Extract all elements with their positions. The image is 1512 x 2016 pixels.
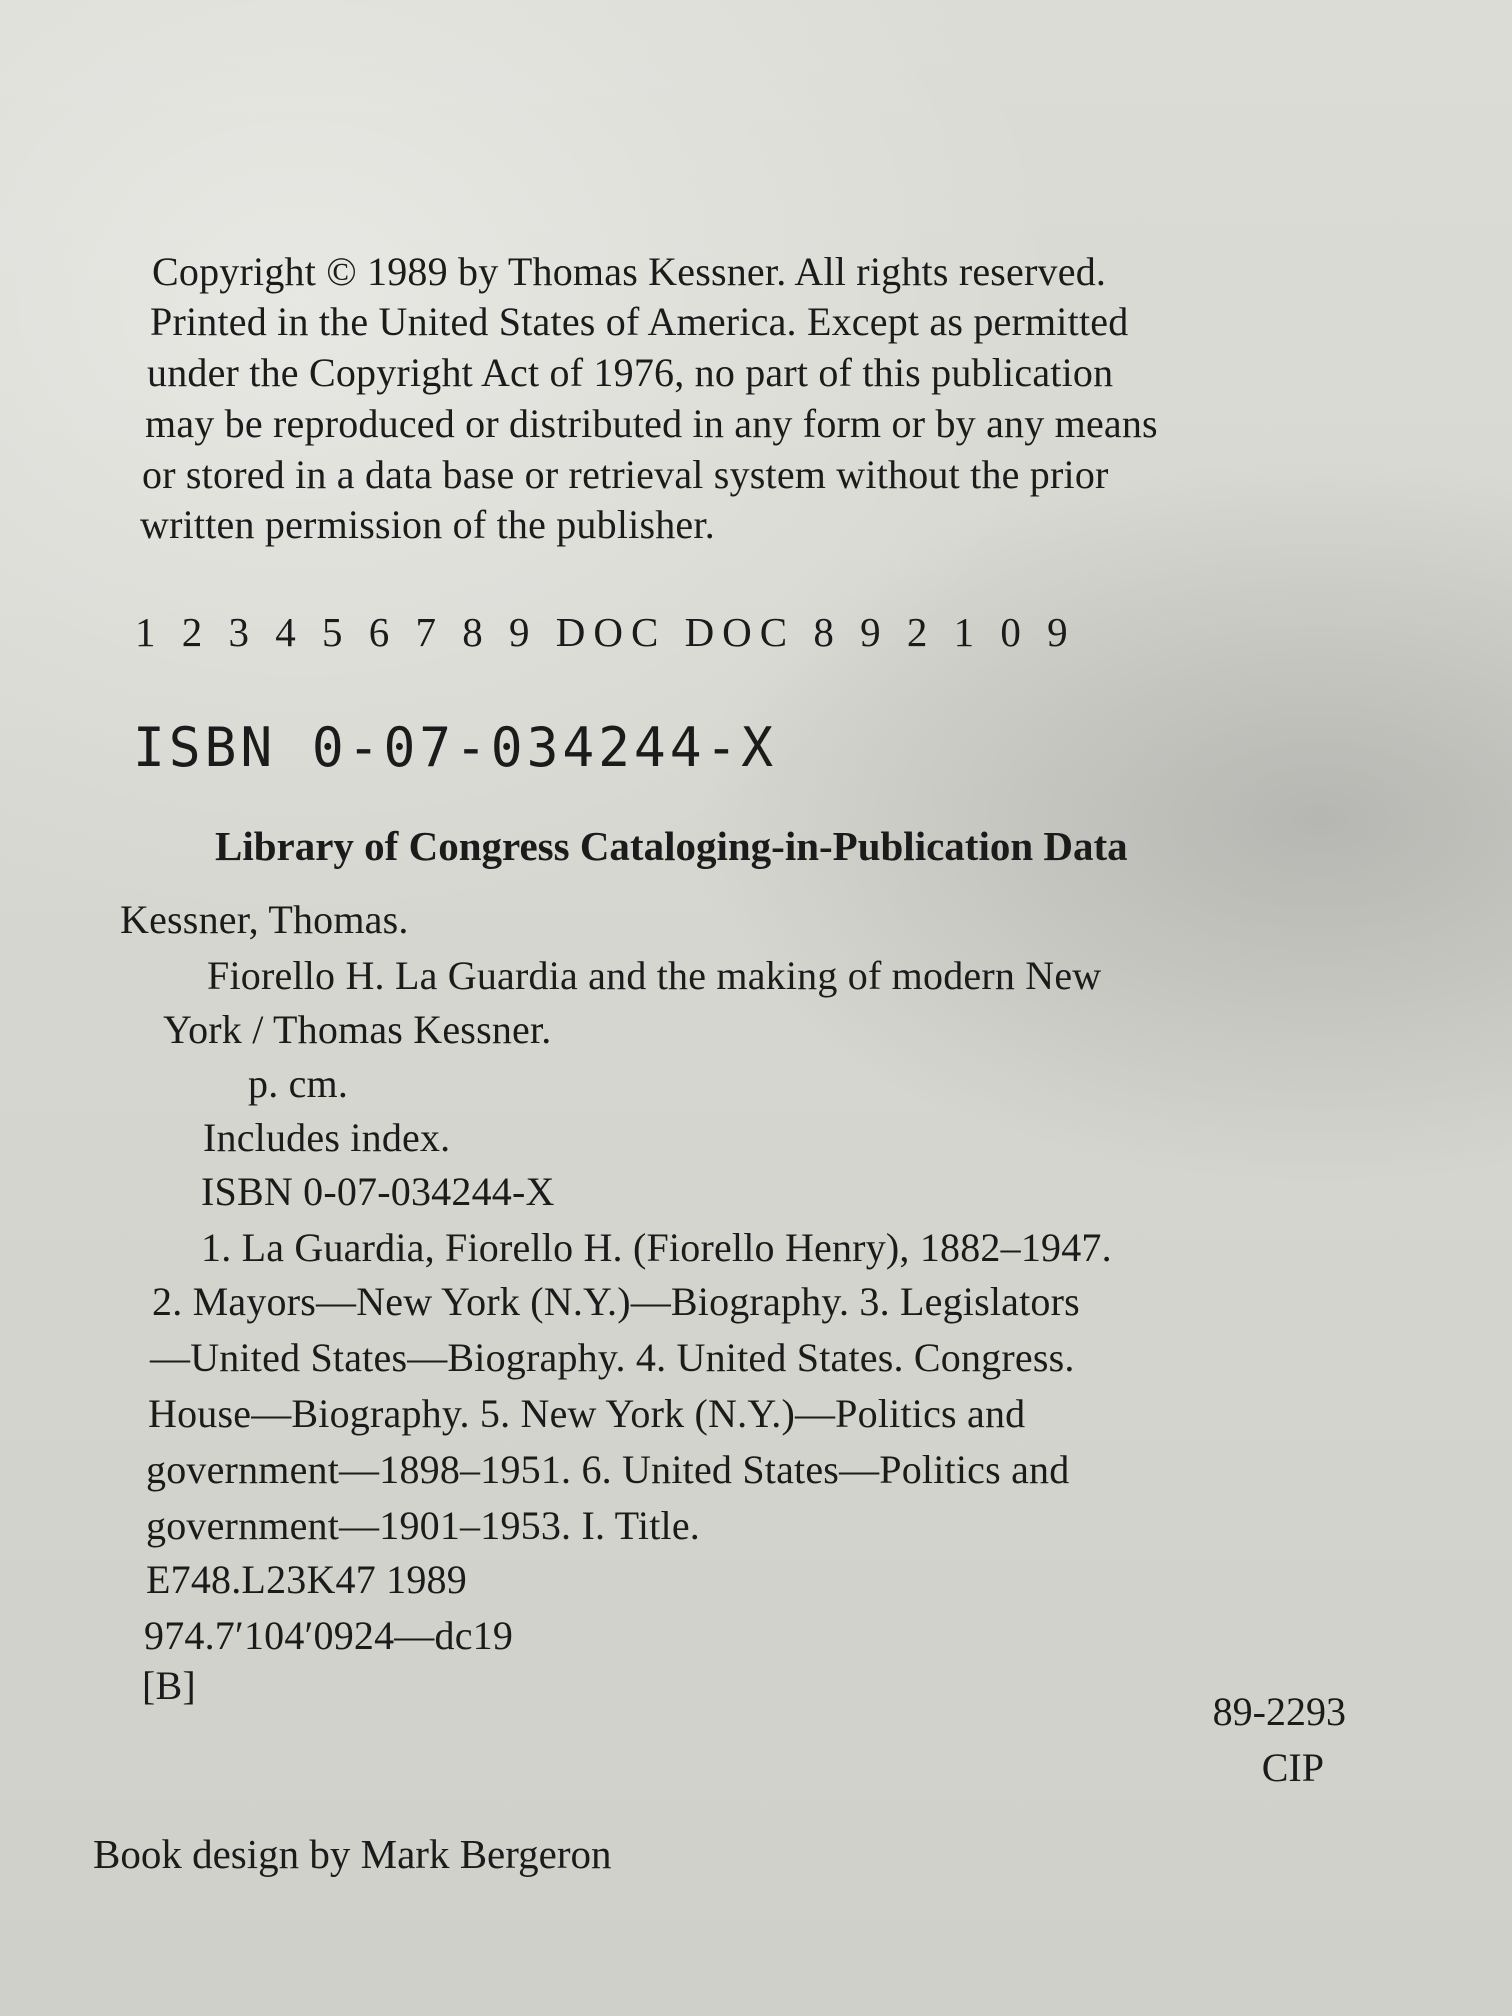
book-design-credit: Book design by Mark Bergeron — [93, 1831, 612, 1877]
cip-heading: Library of Congress Cataloging-in-Publication Data — [215, 823, 1128, 869]
cip-subject-line: 1. La Guardia, Fiorello H. (Fiorello Henry), 1882–1947. — [201, 1225, 1112, 1270]
cip-subject-line: 2. Mayors—New York (N.Y.)—Biography. 3. Legislators — [152, 1279, 1080, 1324]
copyright-line: or stored in a data base or retrieval system without the prior — [142, 452, 1109, 497]
cip-dewey-number: 974.7′104′0924—dc19 — [144, 1613, 514, 1658]
copyright-line: Copyright © 1989 by Thomas Kessner. All rights reserved. — [152, 249, 1107, 294]
cip-isbn: ISBN 0-07-034244-X — [201, 1169, 555, 1214]
cip-note: Includes index. — [203, 1115, 451, 1160]
cip-label: CIP — [1261, 1745, 1324, 1790]
cip-pagination: p. cm. — [248, 1061, 349, 1106]
cip-subject-line: government—1901–1953. I. Title. — [146, 1503, 700, 1548]
cip-author: Kessner, Thomas. — [120, 897, 409, 942]
copyright-line: written permission of the publisher. — [140, 502, 715, 547]
copyright-line: may be reproduced or distributed in any form or by any means — [145, 401, 1158, 446]
isbn-ocr-text: ISBN 0-07-034244-X — [133, 716, 778, 779]
cip-lc-call-number: E748.L23K47 1989 — [146, 1557, 467, 1602]
cip-bracket-b: [B] — [142, 1663, 196, 1708]
lccn-number: 89-2293 — [1212, 1689, 1346, 1734]
cip-title: Fiorello H. La Guardia and the making of modern New — [207, 953, 1102, 998]
cip-subject-line: government—1898–1951. 6. United States—Politics and — [146, 1447, 1070, 1492]
show-through-text-top — [900, 20, 1300, 200]
copyright-line: under the Copyright Act of 1976, no part of this publication — [147, 350, 1114, 395]
printing-line: 1 2 3 4 5 6 7 8 9 DOC DOC 8 9 2 1 0 9 — [135, 609, 1076, 655]
cip-subject-line: —United States—Biography. 4. United States. Congress. — [150, 1335, 1075, 1380]
cip-subject-line: House—Biography. 5. New York (N.Y.)—Politics and — [148, 1391, 1026, 1436]
cip-title-continued: York / Thomas Kessner. — [163, 1007, 552, 1052]
copyright-line: Printed in the United States of America. Except as permitted — [150, 299, 1129, 344]
